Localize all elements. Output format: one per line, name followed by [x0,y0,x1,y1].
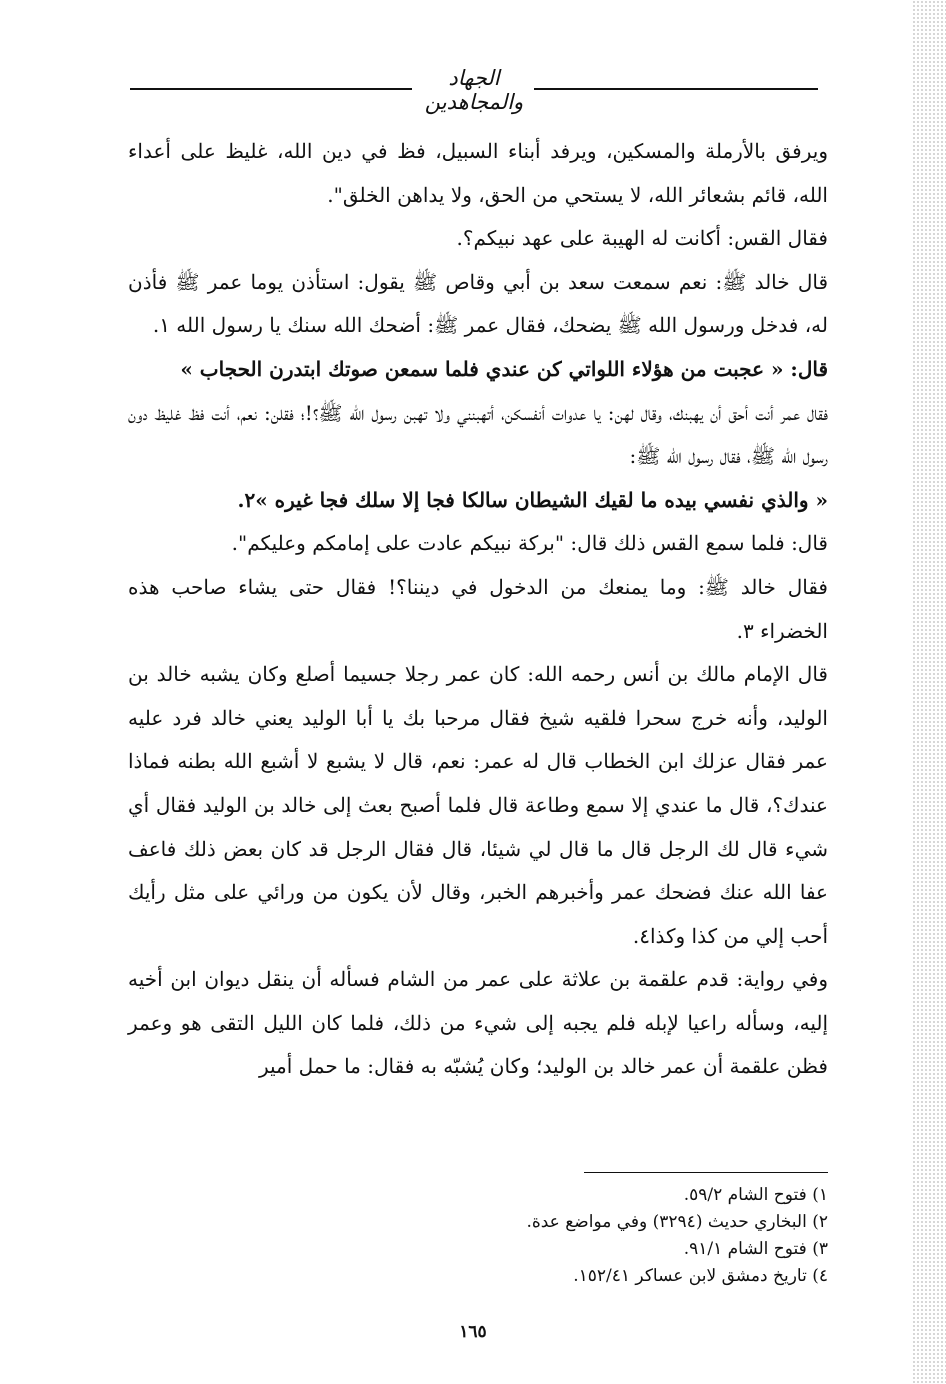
paragraph: فقال عمر أنت أحق أن يهبنك، وقال لهن: يا عدوات أنفسكن، أتهبنني ولا تهبن رسول الله ﷺ؟!؛ فقلن: نعم، أنت فظ غليظ دون رسول الله ﷺ، فقال رسول الله ﷺ: [128,400,828,469]
paragraph: قال الإمام مالك بن أنس رحمه الله: كان عمر رجلا جسيما أصلع وكان يشبه خالد بن الوليد، وأنه خرج سحرا فلقيه شيخ فقال مرحبا بك يا أبا الوليد يعني خالد فرد عليه عمر فقال عزلك ابن الخطاب قال له عمر: نعم، قال لا يشبع لا أشبع الله بطنه فماذا عندك؟، قال ما عندي إلا سمع وطاعة قال فلما أصبح بعث إلى خالد بن الوليد فقال أي شيء قال لك الرجل قال ما قال لي شيئا، قال فقال الرجل قد كان بعض ذلك فاعف عفا الله عنك فضحك عمر وأخبرهم الخبر، وقال لأن يكون من ورائي على مثل رأيك أحب إلي من كذا وكذا٤. [128,662,828,948]
paragraph: فقال خالد ﷺ: وما يمنعك من الدخول في ديننا؟! فقال حتى يشاء صاحب هذه الخضراء ٣. [128,574,828,643]
page-number: ١٦٥ [459,1322,487,1342]
footnote: ١) فتوح الشام ٥٩/٢. [683,1185,828,1205]
paragraph: ويرفق بالأرملة والمسكين، ويرفد أبناء السبيل، فظ في دين الله، غليظ على أعداء الله، قائم بشعائر الله، لا يستحي من الحق، ولا يداهن الخلق". [128,139,828,207]
hadith-quote: قال: « عجبت من هؤلاء اللواتي كن عندي فلما سمعن صوتك ابتدرن الحجاب » [180,356,828,381]
header-rule-right [534,88,818,90]
footnotes [400,1182,828,1290]
paragraph: قال خالد ﷺ: نعم سمعت سعد بن أبي وقاص ﷺ يقول: استأذن يوما عمر ﷺ فأذن له، فدخل ورسول الله ﷺ يضحك، فقال عمر ﷺ: أضحك الله سنك يا رسول الله ١. [128,269,828,338]
hadith-quote: « والذي نفسي بيده ما لقيك الشيطان سالكا فجا إلا سلك فجا غيره »٢. [237,487,828,512]
footnote: ٣) فتوح الشام ٩١/١. [683,1239,828,1259]
header-title: الجهاد والمجاهدين [424,66,524,114]
main-text [128,130,828,1089]
footnote: ٢) البخاري حديث (٣٢٩٤) وفي مواضع عدة. [526,1212,828,1232]
paragraph: قال: فلما سمع القس ذلك قال: "بركة نبيكم عادت على إمامكم وعليكم". [231,531,828,556]
header-rule-left [130,88,412,90]
footnote-divider [584,1172,828,1173]
scan-edge-texture [912,0,946,1384]
running-header [128,62,820,112]
footnote: ٤) تاريخ دمشق لابن عساكر ١٥٢/٤١. [573,1266,828,1286]
paragraph: وفي رواية: قدم علقمة بن علاثة على عمر من الشام فسأله أن ينقل ديوان ابن أخيه إليه، وسأله راعيا لإبله فلم يجبه إلى شيء من ذلك، فلما كان الليل التقى هو وعمر فظن علقمة أن عمر خالد بن الوليد؛ وكان يُشبّه به فقال: ما حمل أمير [128,967,828,1079]
paragraph: فقال القس: أكانت له الهيبة على عهد نبيكم؟. [456,226,828,251]
